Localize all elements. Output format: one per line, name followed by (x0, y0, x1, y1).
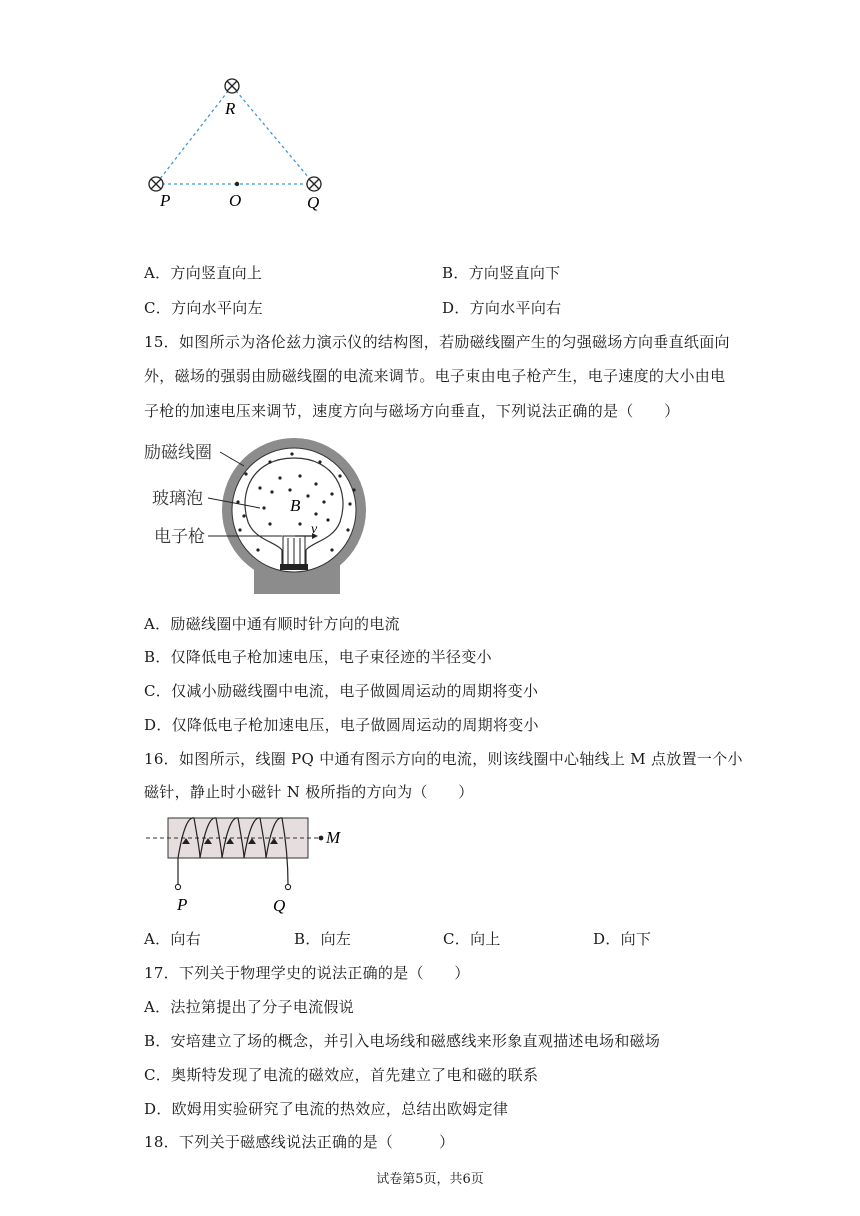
wire-p-into-page-icon (149, 177, 163, 191)
q15-option-d[interactable]: D．仅降低电子枪加速电压，电子做圆周运动的周期将变小 (144, 716, 539, 734)
solenoid-figure (140, 812, 360, 917)
label-o: O (229, 191, 242, 210)
q17-option-c[interactable]: C．奥斯特发现了电流的磁效应，首先建立了电和磁的联系 (144, 1066, 539, 1084)
label-b-field: B (290, 496, 301, 515)
point-m (319, 836, 324, 841)
terminal-p (175, 884, 180, 889)
q14-option-d[interactable]: D．方向水平向右 (442, 299, 562, 317)
q15-stem-line-1: 15．如图所示为洛伦兹力演示仪的结构图，若励磁线圈产生的匀强磁场方向垂直纸面向 (144, 333, 730, 351)
label-r: R (225, 99, 236, 118)
q17-option-a[interactable]: A．法拉第提出了分子电流假说 (144, 998, 355, 1016)
q17-option-d[interactable]: D．欧姆用实验研究了电流的热效应，总结出欧姆定律 (144, 1100, 509, 1118)
label-excitation-coil: 励磁线圈 (144, 443, 212, 463)
q14-option-a[interactable]: A．方向竖直向上 (144, 264, 263, 282)
q14-option-c[interactable]: C．方向水平向左 (144, 299, 263, 317)
page-footer: 试卷第5页，共6页 (376, 1172, 484, 1187)
label-glass-bulb: 玻璃泡 (152, 489, 203, 509)
wire-r-into-page-icon (225, 79, 239, 93)
dashed-side-rq (232, 86, 314, 184)
label-p: P (177, 895, 188, 914)
q16-stem-line-1: 16．如图所示，线圈 PQ 中通有图示方向的电流，则该线圈中心轴线上 M 点放置一个小 (144, 750, 743, 768)
q15-stem-line-2: 外，磁场的强弱由励磁线圈的电流来调节。电子束由电子枪产生，电子速度的大小由电 (144, 367, 726, 385)
label-m: M (326, 828, 341, 847)
point-o (235, 182, 239, 186)
q15-option-c[interactable]: C．仅减小励磁线圈中电流，电子做圆周运动的周期将变小 (144, 682, 539, 700)
label-electron-gun: 电子枪 (154, 527, 205, 547)
label-q: Q (307, 193, 320, 212)
q16-option-d[interactable]: D．向下 (593, 930, 652, 948)
label-p: P (160, 191, 171, 210)
label-q: Q (273, 896, 286, 915)
terminal-q (285, 884, 290, 889)
q18-stem: 18．下列关于磁感线说法正确的是（ ） (144, 1133, 455, 1151)
q17-stem: 17．下列关于物理学史的说法正确的是（ ） (144, 964, 470, 982)
label-velocity: v (311, 522, 318, 537)
q16-option-c[interactable]: C．向上 (443, 930, 501, 948)
q15-stem-line-3: 子枪的加速电压来调节，速度方向与磁场方向垂直，下列说法正确的是（ ） (144, 402, 680, 420)
wire-q-into-page-icon (307, 177, 321, 191)
triangle-wires-figure (140, 70, 340, 215)
q15-option-a[interactable]: A．励磁线圈中通有顺时针方向的电流 (144, 615, 400, 633)
q17-option-b[interactable]: B．安培建立了场的概念，并引入电场线和磁感线来形象直观描述电场和磁场 (144, 1032, 661, 1050)
dashed-side-rp (156, 86, 232, 184)
lorentz-demonstrator-figure (140, 432, 380, 598)
q16-option-a[interactable]: A．向右 (144, 930, 202, 948)
q16-option-b[interactable]: B．向左 (294, 930, 352, 948)
q16-stem-line-2: 磁针，静止时小磁针 N 极所指的方向为（ ） (144, 783, 474, 801)
q15-option-b[interactable]: B．仅降低电子枪加速电压，电子束径迹的半径变小 (144, 648, 492, 666)
q14-option-b[interactable]: B．方向竖直向下 (442, 264, 561, 282)
